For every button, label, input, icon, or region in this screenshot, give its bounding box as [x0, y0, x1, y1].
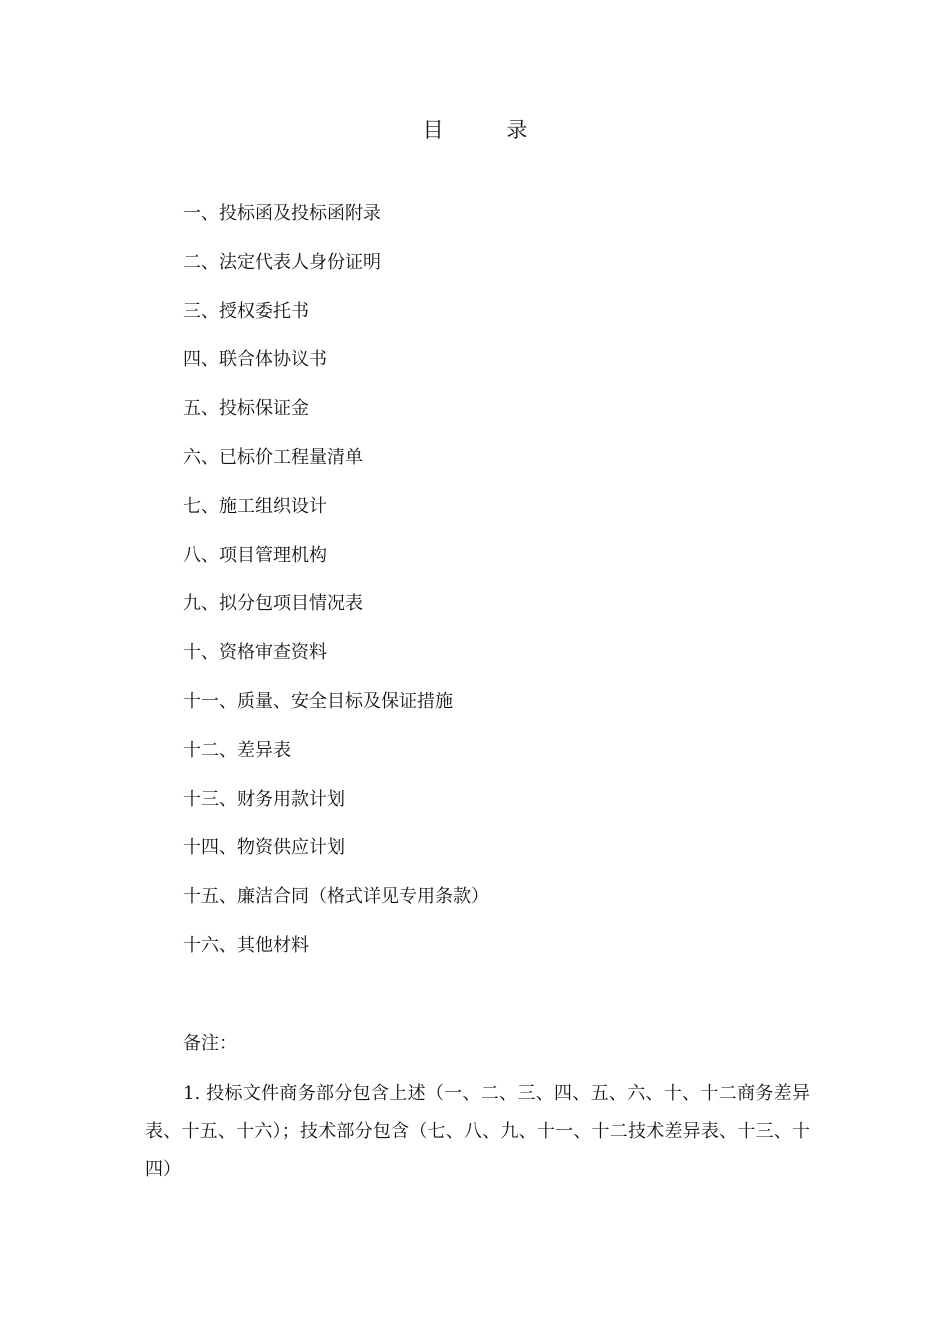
- page-title: 目 录: [422, 118, 556, 142]
- toc-item: 四、联合体协议书: [183, 349, 327, 371]
- table-of-contents: [183, 198, 489, 979]
- toc-item: 七、施工组织设计: [183, 495, 327, 517]
- toc-item: 五、投标保证金: [183, 398, 309, 420]
- toc-item: 十三、财务用款计划: [183, 788, 345, 810]
- toc-item: 三、授权委托书: [183, 300, 309, 322]
- toc-item: 十、资格审查资料: [183, 642, 327, 664]
- toc-item: 十五、廉洁合同（格式详见专用条款）: [183, 886, 489, 908]
- toc-item: 十二、差异表: [183, 739, 291, 761]
- toc-item: 一、投标函及投标函附录: [183, 203, 381, 224]
- toc-item: 九、拟分包项目情况表: [183, 593, 363, 615]
- notes-label: 备注：: [183, 1033, 237, 1054]
- toc-item: 十四、物资供应计划: [183, 837, 345, 859]
- toc-item: 十六、其他材料: [183, 934, 309, 956]
- toc-item: 十一、质量、安全目标及保证措施: [183, 690, 453, 712]
- toc-item: 二、法定代表人身份证明: [183, 251, 381, 273]
- notes-text: 1. 投标文件商务部分包含上述（一、二、三、四、五、六、十、十二商务差异表、十五、十六）；技术部分包含（七、八、九、十一、十二技术差异表、十三、十四）: [145, 1083, 810, 1180]
- toc-item: 八、项目管理机构: [183, 544, 327, 566]
- toc-item: 六、已标价工程量清单: [183, 446, 363, 468]
